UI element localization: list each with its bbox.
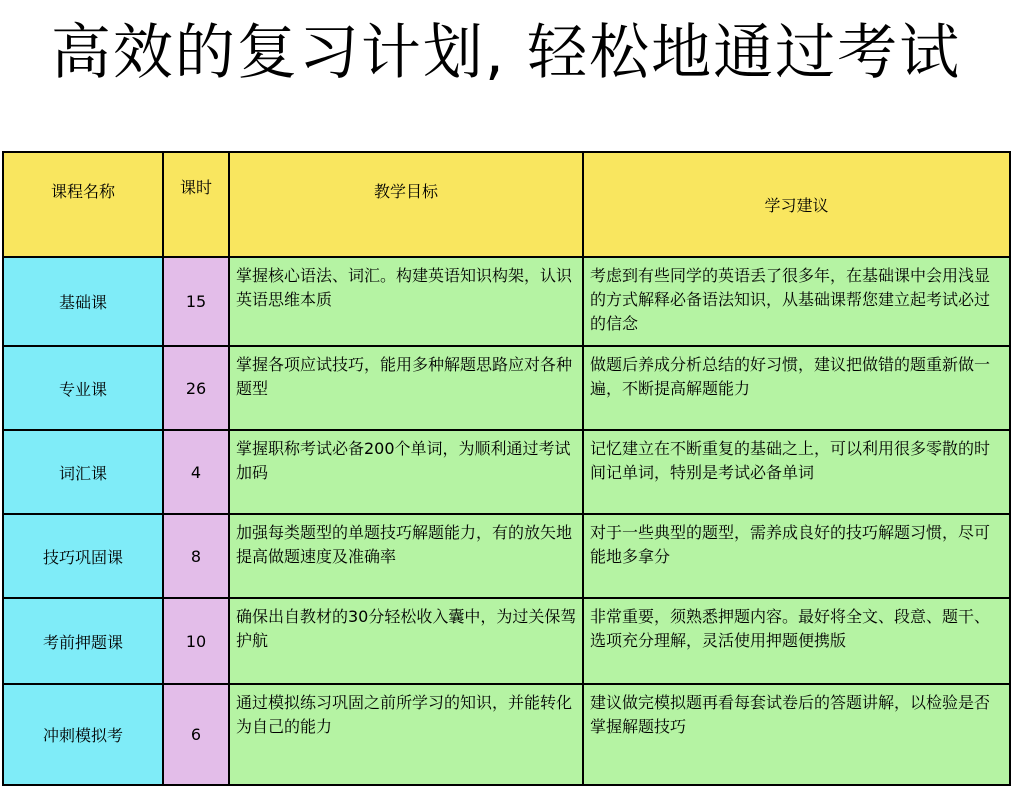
course-name: 考前押题课 — [3, 598, 163, 684]
table-row — [3, 684, 1010, 785]
course-hours: 26 — [163, 346, 229, 430]
course-hours: 8 — [163, 514, 229, 598]
course-advice: 非常重要，须熟悉押题内容。最好将全文、段意、题干、选项充分理解，灵活使用押题便携版 — [583, 598, 1010, 684]
header-hours: 课时 — [163, 152, 229, 257]
header-advice: 学习建议 — [583, 152, 1010, 257]
course-name: 技巧巩固课 — [3, 514, 163, 598]
header-goal: 教学目标 — [229, 152, 583, 257]
course-advice: 对于一些典型的题型，需养成良好的技巧解题习惯，尽可能地多拿分 — [583, 514, 1010, 598]
course-name: 基础课 — [3, 257, 163, 346]
course-advice: 记忆建立在不断重复的基础之上，可以利用很多零散的时间记单词，特别是考试必备单词 — [583, 430, 1010, 514]
study-plan-table — [2, 151, 1011, 786]
course-name: 专业课 — [3, 346, 163, 430]
page-title: 高效的复习计划, 轻松地通过考试 — [50, 18, 962, 88]
course-goal: 加强每类题型的单题技巧解题能力，有的放矢地提高做题速度及准确率 — [229, 514, 583, 598]
header-course: 课程名称 — [3, 152, 163, 257]
course-hours: 4 — [163, 430, 229, 514]
table-row — [3, 257, 1010, 346]
course-hours: 6 — [163, 684, 229, 785]
course-goal: 掌握各项应试技巧，能用多种解题思路应对各种题型 — [229, 346, 583, 430]
course-goal: 确保出自教材的30分轻松收入囊中，为过关保驾护航 — [229, 598, 583, 684]
course-advice: 建议做完模拟题再看每套试卷后的答题讲解，以检验是否掌握解题技巧 — [583, 684, 1010, 785]
table-row — [3, 430, 1010, 514]
course-advice: 做题后养成分析总结的好习惯，建议把做错的题重新做一遍，不断提高解题能力 — [583, 346, 1010, 430]
table-row — [3, 514, 1010, 598]
course-hours: 10 — [163, 598, 229, 684]
course-goal: 掌握核心语法、词汇。构建英语知识构架，认识英语思维本质 — [229, 257, 583, 346]
course-goal: 掌握职称考试必备200个单词，为顺利通过考试加码 — [229, 430, 583, 514]
table-row — [3, 346, 1010, 430]
course-name: 冲刺模拟考 — [3, 684, 163, 785]
table-row — [3, 598, 1010, 684]
course-advice: 考虑到有些同学的英语丢了很多年，在基础课中会用浅显的方式解释必备语法知识，从基础课帮您建立起考试必过的信念 — [583, 257, 1010, 346]
table-header-row — [3, 152, 1010, 257]
course-name: 词汇课 — [3, 430, 163, 514]
course-hours: 15 — [163, 257, 229, 346]
course-goal: 通过模拟练习巩固之前所学习的知识，并能转化为自己的能力 — [229, 684, 583, 785]
